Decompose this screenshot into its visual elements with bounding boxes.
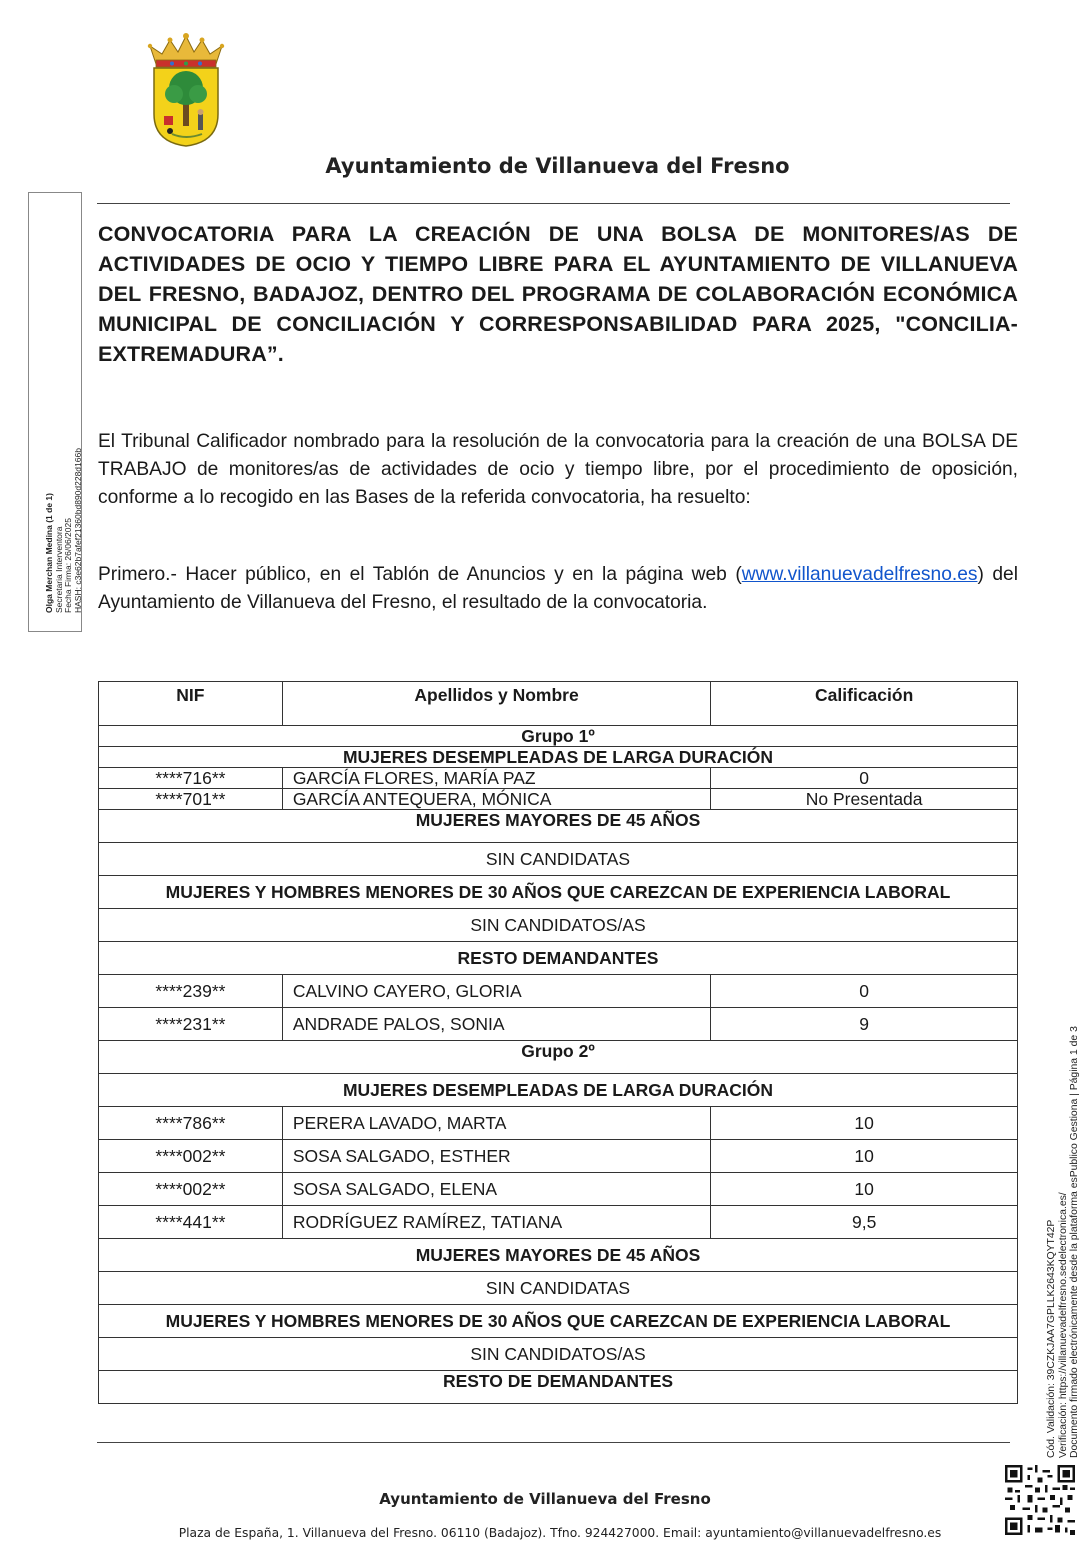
footer-name: Ayuntamiento de Villanueva del Fresno	[379, 1490, 711, 1508]
table-row	[99, 1107, 1018, 1140]
section-heading: RESTO DEMANDANTES	[99, 942, 1018, 975]
table-row	[99, 1008, 1018, 1041]
table-row	[99, 1173, 1018, 1206]
table-row	[99, 1140, 1018, 1173]
nif-cell: ****716**	[99, 768, 283, 789]
score-cell: 10	[711, 1107, 1018, 1140]
name-cell: GARCÍA ANTEQUERA, MÓNICA	[282, 789, 711, 810]
score-cell: 9,5	[711, 1206, 1018, 1239]
validation-code: Cód. Validación: 39CZKJAA7GPLLK2643KQYT42P	[1046, 1219, 1057, 1458]
section-heading: MUJERES DESEMPLEADAS DE LARGA DURACIÓN	[99, 1074, 1018, 1107]
name-cell: SOSA SALGADO, ESTHER	[282, 1140, 711, 1173]
header-score: Calificación	[711, 682, 1018, 726]
section-heading: MUJERES Y HOMBRES MENORES DE 30 AÑOS QUE CAREZCAN DE EXPERIENCIA LABORAL	[99, 876, 1018, 909]
no-candidates-note: SIN CANDIDATAS	[99, 843, 1018, 876]
section-heading: RESTO DE DEMANDANTES	[99, 1371, 1018, 1404]
table-row	[99, 768, 1018, 789]
no-candidates-note: SIN CANDIDATOS/AS	[99, 1338, 1018, 1371]
no-candidates-note: SIN CANDIDATOS/AS	[99, 909, 1018, 942]
website-link[interactable]: www.villanuevadelfresno.es	[741, 564, 978, 585]
score-cell: 9	[711, 1008, 1018, 1041]
nif-cell: ****231**	[99, 1008, 283, 1041]
signature-date: Fecha Firma: 26/06/2025	[63, 518, 74, 613]
footer-divider	[97, 1442, 1010, 1443]
group-2-label: Grupo 2º	[99, 1041, 1018, 1074]
score-cell: No Presentada	[711, 789, 1018, 810]
name-cell: GARCÍA FLORES, MARÍA PAZ	[282, 768, 711, 789]
nif-cell: ****441**	[99, 1206, 283, 1239]
header-divider	[97, 203, 1010, 204]
signer-role: Secretaria Interventora	[53, 526, 64, 613]
score-cell: 0	[711, 768, 1018, 789]
document-title: CONVOCATORIA PARA LA CREACIÓN DE UNA BOLSA DE MONITORES/AS DE ACTIVIDADES DE OCIO Y TIEMPO LIBRE PARA EL AYUNTAMIENTO DE VILLANUEVA DEL FRESNO, BADAJOZ, DENTRO DEL PROGRAMA DE COLABORACIÓN ECONÓMICA MUNICIPAL DE CONCILIACIÓN Y CORRESPONSABILIDAD PARA 2025, "CONCILIA-EXTREMADURA”.	[98, 222, 1018, 366]
name-cell: PERERA LAVADO, MARTA	[282, 1107, 711, 1140]
paragraph-tribunal: El Tribunal Calificador nombrado para la resolución de la convocatoria para la creación de una BOLSA DE TRABAJO de monitores/as de actividades de ocio y tiempo libre, por el procedimiento de oposición, conforme a lo recogido en las Bases de la referida convocatoria, ha resuelto:	[98, 431, 1018, 508]
header-title: Ayuntamiento de Villanueva del Fresno	[325, 154, 790, 178]
name-cell: ANDRADE PALOS, SONIA	[282, 1008, 711, 1041]
paragraph-primero-start: Primero.- Hacer público, en el Tablón de Anuncios y en la página web (	[98, 564, 742, 585]
score-cell: 10	[711, 1140, 1018, 1173]
section-heading: MUJERES MAYORES DE 45 AÑOS	[99, 1239, 1018, 1272]
section-heading: MUJERES DESEMPLEADAS DE LARGA DURACIÓN	[99, 747, 1018, 768]
nif-cell: ****002**	[99, 1140, 283, 1173]
signer-name: Olga Merchan Medina (1 de 1)	[44, 493, 54, 613]
section-heading: MUJERES Y HOMBRES MENORES DE 30 AÑOS QUE CAREZCAN DE EXPERIENCIA LABORAL	[99, 1305, 1018, 1338]
paragraph-primero-end: ) del Ayuntamiento de Villanueva del Fresno, el resultado de la convocatoria.	[98, 564, 1018, 613]
header-nif: NIF	[99, 682, 283, 726]
section-heading: MUJERES MAYORES DE 45 AÑOS	[99, 810, 1018, 843]
group-1-label: Grupo 1º	[99, 726, 1018, 747]
signature-text	[45, 448, 83, 613]
verification-text	[1046, 1026, 1080, 1458]
no-candidates-note: SIN CANDIDATAS	[99, 1272, 1018, 1305]
signature-box	[28, 192, 82, 632]
signature-hash: HASH: c3e62b7afef21360bd890d228d166b	[72, 448, 83, 613]
table-row	[99, 975, 1018, 1008]
nif-cell: ****239**	[99, 975, 283, 1008]
platform-note: Documento firmado electrónicamente desde la plataforma esPublico Gestiona | Página 1 de 3	[1069, 1026, 1080, 1458]
nif-cell: ****002**	[99, 1173, 283, 1206]
paragraph-primero	[98, 561, 1018, 617]
score-cell: 0	[711, 975, 1018, 1008]
nif-cell: ****701**	[99, 789, 283, 810]
nif-cell: ****786**	[99, 1107, 283, 1140]
name-cell: CALVINO CAYERO, GLORIA	[282, 975, 711, 1008]
table-row	[99, 1206, 1018, 1239]
verification-url: Verificación: https://villanuevadelfresno.sedelectronica.es/	[1057, 1192, 1069, 1458]
name-cell: SOSA SALGADO, ELENA	[282, 1173, 711, 1206]
footer-address: Plaza de España, 1. Villanueva del Fresno. 06110 (Badajoz). Tfno. 924427000. Email: ayuntamiento@villanuevadelfresno.es	[178, 1526, 942, 1540]
table-row	[99, 789, 1018, 810]
table-header-row	[99, 682, 1018, 726]
header-name: Apellidos y Nombre	[282, 682, 711, 726]
name-cell: RODRÍGUEZ RAMÍREZ, TATIANA	[282, 1206, 711, 1239]
municipal-crest-logo	[140, 30, 232, 150]
score-cell: 10	[711, 1173, 1018, 1206]
results-table	[98, 681, 1018, 1404]
